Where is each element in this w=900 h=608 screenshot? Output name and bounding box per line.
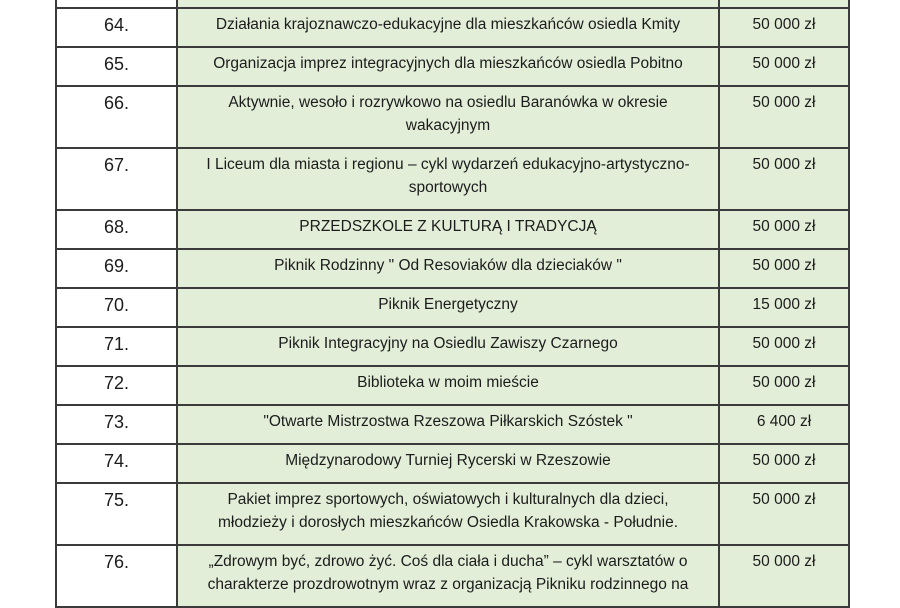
table-row xyxy=(56,405,849,444)
project-name-cell: Działania krajoznawczo-edukacyjne dla mieszkańców osiedla Kmity xyxy=(177,8,719,47)
row-number-cell: 70. xyxy=(56,288,177,327)
table-row xyxy=(56,545,849,607)
table-row xyxy=(56,86,849,148)
table-row xyxy=(56,47,849,86)
amount-cell: 50 000 zł xyxy=(719,86,849,148)
row-number-cell: 64. xyxy=(56,8,177,47)
project-name-cell: PRZEDSZKOLE Z KULTURĄ I TRADYCJĄ xyxy=(177,210,719,249)
project-name-cell xyxy=(177,0,719,8)
project-name-cell: Piknik Integracyjny na Osiedlu Zawiszy Czarnego xyxy=(177,327,719,366)
amount-cell: 50 000 zł xyxy=(719,148,849,210)
row-number-cell: 74. xyxy=(56,444,177,483)
project-name-cell: Aktywnie, wesoło i rozrywkowo na osiedlu Baranówka w okresie wakacyjnym xyxy=(177,86,719,148)
amount-cell: 50 000 zł xyxy=(719,483,849,545)
amount-cell: 15 000 zł xyxy=(719,288,849,327)
table-row xyxy=(56,8,849,47)
row-number-cell: 72. xyxy=(56,366,177,405)
table-row xyxy=(56,366,849,405)
table-row xyxy=(56,444,849,483)
amount-cell: 6 400 zł xyxy=(719,405,849,444)
amount-cell: 50 000 zł xyxy=(719,366,849,405)
amount-cell: 50 000 zł xyxy=(719,444,849,483)
projects-table-body xyxy=(56,0,849,607)
project-name-cell: Pakiet imprez sportowych, oświatowych i kulturalnych dla dzieci, młodzieży i dorosłych mieszkańców Osiedla Krakowska - Południe. xyxy=(177,483,719,545)
table-row xyxy=(56,327,849,366)
row-number-cell: 66. xyxy=(56,86,177,148)
project-name-cell: Organizacja imprez integracyjnych dla mieszkańców osiedla Pobitno xyxy=(177,47,719,86)
table-row xyxy=(56,288,849,327)
row-number-cell: 71. xyxy=(56,327,177,366)
amount-cell: 50 000 zł xyxy=(719,327,849,366)
amount-cell: 50 000 zł xyxy=(719,249,849,288)
project-name-cell: I Liceum dla miasta i regionu – cykl wydarzeń edukacyjno-artystyczno-sportowych xyxy=(177,148,719,210)
table-row xyxy=(56,249,849,288)
row-number-cell: 68. xyxy=(56,210,177,249)
row-number-cell: 73. xyxy=(56,405,177,444)
row-number-cell: 67. xyxy=(56,148,177,210)
row-number-cell: 76. xyxy=(56,545,177,607)
row-number-cell: 75. xyxy=(56,483,177,545)
projects-table xyxy=(55,0,850,608)
row-number-cell: 69. xyxy=(56,249,177,288)
table-row xyxy=(56,210,849,249)
project-name-cell: "Otwarte Mistrzostwa Rzeszowa Piłkarskich Szóstek " xyxy=(177,405,719,444)
amount-cell: 50 000 zł xyxy=(719,210,849,249)
project-name-cell: Piknik Energetyczny xyxy=(177,288,719,327)
amount-cell: 50 000 zł xyxy=(719,8,849,47)
amount-cell: 50 000 zł xyxy=(719,47,849,86)
table-row xyxy=(56,148,849,210)
table-row xyxy=(56,483,849,545)
project-name-cell: „Zdrowym być, zdrowo żyć. Coś dla ciała i ducha” – cykl warsztatów o charakterze prozdrowotnym wraz z organizacją Pikniku rodzinnego na xyxy=(177,545,719,607)
table-row-partial xyxy=(56,0,849,8)
amount-cell: 50 000 zł xyxy=(719,545,849,607)
project-name-cell: Międzynarodowy Turniej Rycerski w Rzeszowie xyxy=(177,444,719,483)
row-number-cell: 65. xyxy=(56,47,177,86)
amount-cell xyxy=(719,0,849,8)
project-name-cell: Piknik Rodzinny " Od Resoviaków dla dzieciaków " xyxy=(177,249,719,288)
project-name-cell: Biblioteka w moim mieście xyxy=(177,366,719,405)
document-page xyxy=(55,0,848,608)
row-number-cell xyxy=(56,0,177,8)
